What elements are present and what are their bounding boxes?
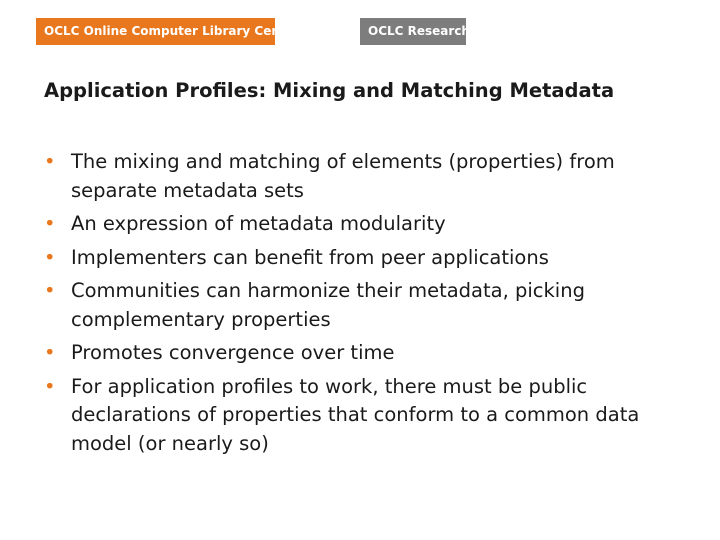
bullet-dot-icon: • [44,150,56,173]
oclc-research-logo [360,18,470,45]
bullet-dot-icon: • [44,341,56,364]
bullet-dot-icon: • [44,374,56,398]
bullet-item [44,210,694,239]
bullet-text: Communities can harmonize their metadata, picking complementary properties [71,279,585,331]
bullet-dot-icon: • [44,245,56,269]
bullet-item [44,277,694,334]
bullet-text: For application profiles to work, there must be public declarations of properties that conform to a common data model (or nearly so) [71,374,640,455]
bullet-text: An expression of metadata modularity [71,212,446,235]
oclc-logo-text: OCLC Online Computer Library Center [44,24,300,38]
oclc-logo [36,18,300,45]
bullet-item [44,148,694,205]
bullet-item [44,373,694,459]
bullet-text: Promotes convergence over time [71,341,395,364]
slide-title: Application Profiles: Mixing and Matching Metadata [44,79,615,102]
bullet-text: The mixing and matching of elements (properties) from separate metadata sets [71,150,615,202]
oclc-research-logo-text: OCLC Research [368,24,470,38]
bullet-item [44,339,694,368]
bullet-item [44,244,694,273]
bullet-text: Implementers can benefit from peer applications [71,245,549,269]
bullet-dot-icon: • [44,212,56,235]
bullet-list [44,148,694,463]
bullet-dot-icon: • [44,279,56,302]
